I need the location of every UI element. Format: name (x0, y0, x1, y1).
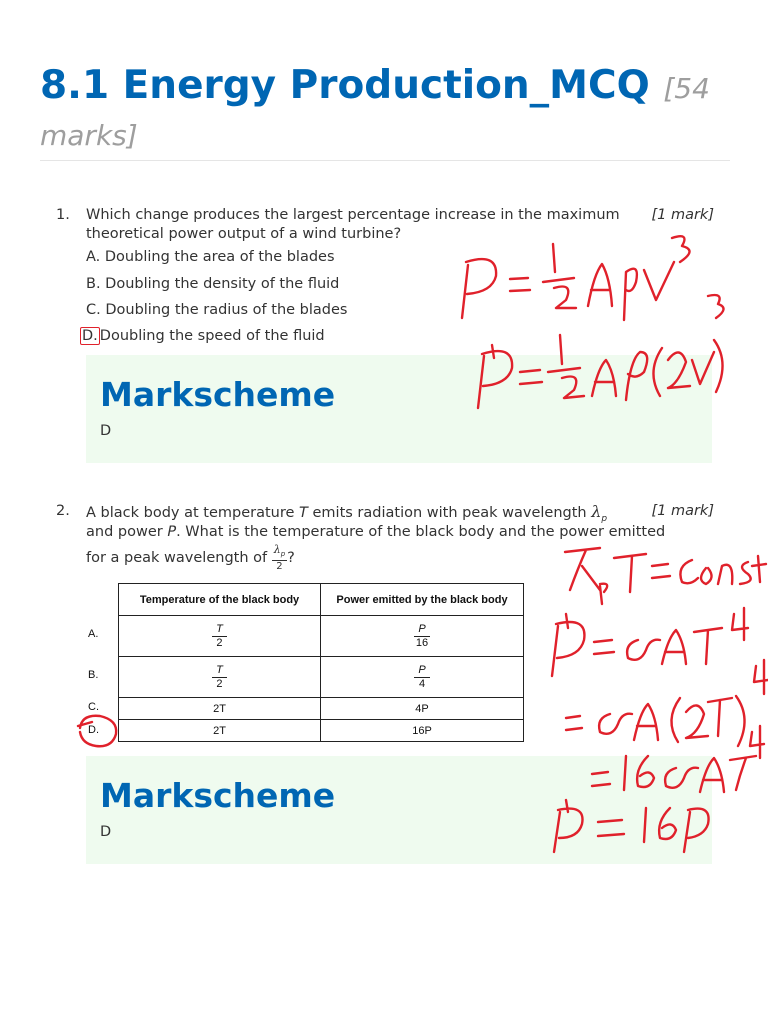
divider (40, 160, 730, 161)
option-text: Doubling the density of the fluid (105, 276, 340, 292)
options-table (118, 583, 524, 742)
handwritten-line (462, 236, 690, 320)
lambda-subscript: p (601, 513, 608, 524)
stem-text: ? (287, 550, 295, 566)
option-text: Doubling the area of the blades (104, 249, 335, 265)
markscheme-title: Markscheme (100, 776, 336, 815)
row-label: C. (88, 701, 99, 713)
fraction-denominator: 2 (216, 636, 223, 649)
fraction-denominator: 2 (216, 677, 223, 690)
row-label: A. (88, 628, 99, 640)
question-stem (86, 502, 666, 570)
table-cell: 16P (321, 720, 524, 742)
handwritten-line (552, 608, 748, 676)
table-header-row (119, 584, 524, 616)
lambda-symbol: λ (273, 543, 281, 556)
fraction-denominator: 16 (415, 636, 429, 649)
table-row (119, 698, 524, 720)
table-row (119, 720, 524, 742)
markscheme-box-1 (86, 355, 712, 463)
option-letter: C. (86, 302, 101, 318)
stem-text: . What is the temperature of the black body and the power emitted (176, 524, 666, 540)
markscheme-answer: D (100, 824, 112, 840)
stem-text: for a peak wavelength of (86, 550, 272, 566)
option-letter: B. (86, 276, 101, 292)
lambda-subscript: p (280, 550, 286, 558)
question-mark: [1 mark] (651, 207, 714, 223)
table-row (119, 657, 524, 698)
option-c (86, 302, 347, 318)
option-d (80, 328, 325, 344)
row-label: B. (88, 669, 99, 681)
table-header: Power emitted by the black body (321, 584, 524, 616)
handwritten-line (566, 660, 768, 746)
fraction-numerator: P (414, 664, 429, 678)
stem-text: and power (86, 524, 168, 540)
table-cell: 2T (119, 720, 321, 742)
option-letter: A. (86, 249, 101, 265)
total-marks: [54 marks] (40, 72, 710, 152)
markscheme-box-2 (86, 756, 712, 864)
fraction-numerator: P (414, 623, 429, 637)
question-stem: Which change produces the largest percentage increase in the maximum theoretical power output of a wind turbine? (86, 207, 620, 242)
option-a (86, 249, 335, 265)
question-1 (56, 206, 716, 246)
lambda-fraction (272, 544, 287, 572)
question-mark: [1 mark] (651, 503, 714, 519)
question-number: 1. (56, 207, 70, 223)
page-title (40, 64, 740, 158)
fraction-denominator: 2 (276, 561, 283, 572)
markscheme-title: Markscheme (100, 375, 336, 414)
table-cell (119, 616, 321, 657)
option-b (86, 276, 339, 292)
table-cell (321, 657, 524, 698)
fraction-denominator: 4 (418, 677, 426, 690)
table-cell (321, 616, 524, 657)
table-cell: 2T (119, 698, 321, 720)
lambda-symbol: λ (591, 502, 602, 521)
table-header: Temperature of the black body (119, 584, 321, 616)
row-label: D. (88, 724, 99, 736)
option-text: Doubling the speed of the fluid (99, 328, 325, 344)
stem-var-t: T (299, 505, 308, 521)
table-cell: 4P (321, 698, 524, 720)
stem-text: A black body at temperature (86, 505, 300, 521)
title-text: 8.1 Energy Production_MCQ (40, 63, 650, 108)
markscheme-answer: D (100, 423, 112, 439)
table-cell (119, 657, 321, 698)
stem-text: emits radiation with peak wavelength (307, 505, 592, 521)
table-row (119, 616, 524, 657)
question-number: 2. (56, 503, 70, 519)
option-text: Doubling the radius of the blades (105, 302, 348, 318)
fraction-numerator: T (212, 623, 227, 637)
option-letter-selected: D. (82, 328, 98, 344)
question-2 (56, 502, 716, 582)
fraction-numerator: T (212, 664, 227, 678)
stem-var-p: P (167, 524, 177, 540)
